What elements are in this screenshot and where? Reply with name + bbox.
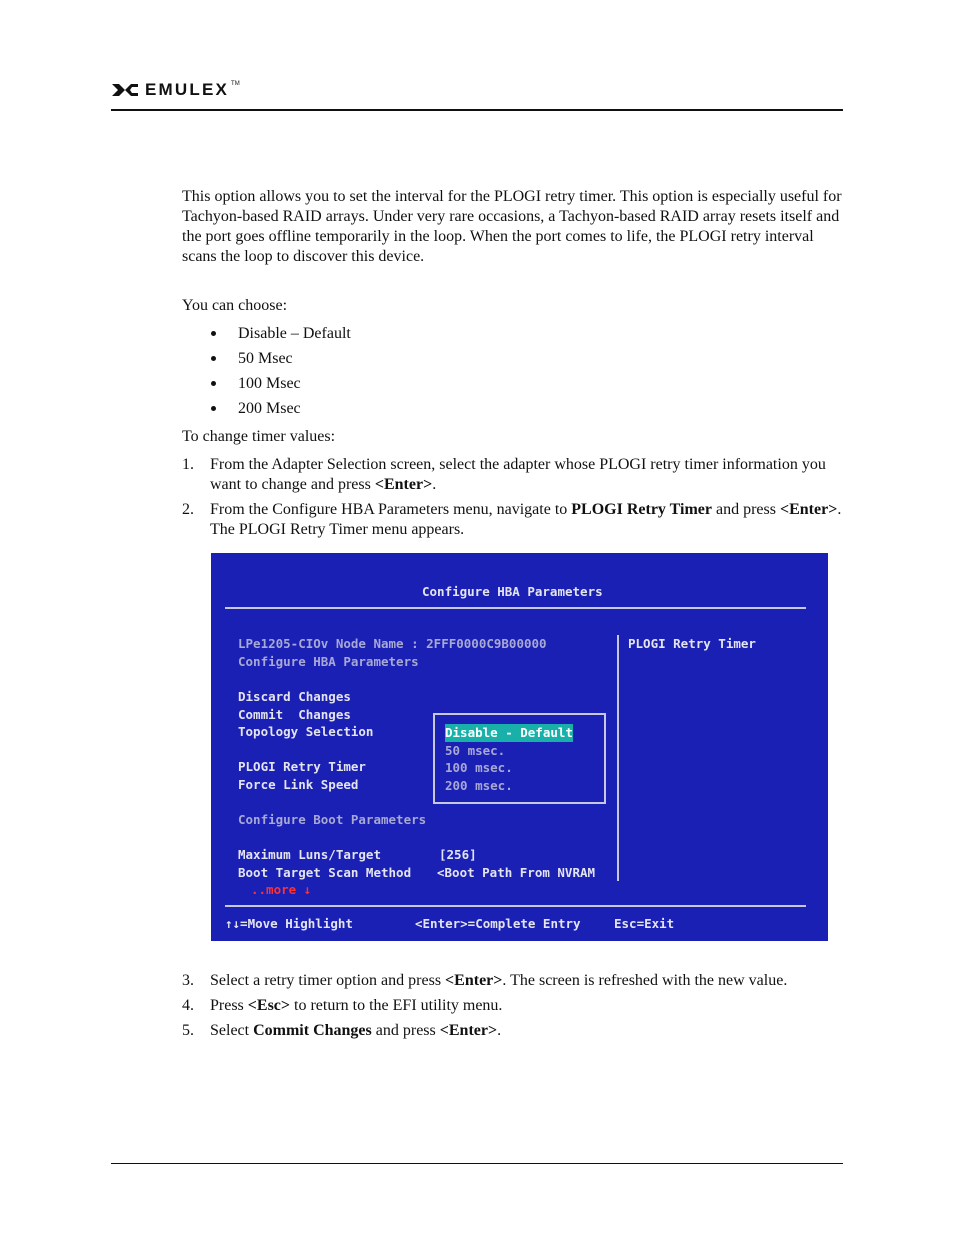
step-bold: <Esc> [247,997,291,1014]
step-bold: Commit Changes [253,1022,372,1039]
step-text-mid: and press [711,501,780,518]
step-number: 5. [182,1022,194,1039]
help-divider [617,635,619,881]
status-move-highlight: ↑↓=Move Highlight [225,916,353,931]
step-text: From the Adapter Selection screen, select the adapter whose PLOGI retry timer information you want to change and press [210,456,826,493]
option-50-msec[interactable]: 50 msec. [445,743,506,758]
bullet-icon [211,406,216,411]
choose-text: You can choose: [182,297,288,314]
list-item-text: 100 Msec [238,375,301,392]
menu-topology-selection[interactable]: Topology Selection [238,724,374,739]
menu-commit-changes[interactable]: Commit Changes [238,707,351,722]
footer-rule [111,1163,843,1164]
bullet-icon [211,381,216,386]
status-rule [225,905,806,907]
step-text: Press [210,997,248,1014]
step-number: 1. [182,456,194,473]
step-bold: PLOGI Retry Timer [571,501,712,518]
steps-list-a [182,455,842,545]
title-rule [225,607,806,609]
bios-title: Configure HBA Parameters [422,584,603,599]
option-disable-default[interactable]: Disable - Default [445,725,573,740]
step-bold: <Enter> [374,476,433,493]
menu-configure-boot-parameters[interactable]: Configure Boot Parameters [238,812,427,827]
step-text-end: . [432,476,437,493]
page-header [111,78,843,111]
menu-discard-changes[interactable]: Discard Changes [238,689,351,704]
option-200-msec[interactable]: 200 msec. [445,778,513,793]
status-esc-exit: Esc=Exit [614,916,675,931]
list-item [182,349,351,374]
bullet-icon [211,331,216,336]
node-name-line: LPe1205-CIOv Node Name : 2FFF0000C9B00000 [238,636,547,651]
boot-scan-value[interactable]: <Boot Path From NVRAM [437,865,596,880]
bios-screenshot [211,553,828,941]
trademark-mark: TM [231,81,240,87]
step-text-end: to return to the EFI utility menu. [290,997,503,1014]
list-item [182,324,351,349]
step-text-mid: and press [371,1022,440,1039]
step-bold-2: <Enter> [779,501,838,518]
more-indicator: ..more ↓ [251,882,312,897]
step-bold: <Enter> [445,972,503,989]
step-text-end: . [497,1022,502,1039]
steps-list-b [182,971,842,1046]
timer-options-popup [433,713,606,804]
max-luns-label[interactable]: Maximum Luns/Target [238,847,381,862]
step-item [182,971,842,991]
step-text: Select [210,1022,254,1039]
max-luns-value[interactable]: [256] [439,847,477,862]
menu-force-link-speed[interactable]: Force Link Speed [238,777,359,792]
status-complete-entry: <Enter>=Complete Entry [415,916,581,931]
list-item-text: Disable – Default [238,325,351,342]
change-label [182,427,842,447]
option-100-msec[interactable]: 100 msec. [445,760,513,775]
list-item-text: 200 Msec [238,400,301,417]
help-title: PLOGI Retry Timer [628,636,756,651]
step-item [182,1021,842,1041]
boot-scan-label[interactable]: Boot Target Scan Method [238,865,412,880]
choices-list [182,324,351,424]
choose-label [182,296,842,316]
intro-text: This option allows you to set the interval for the PLOGI retry timer. This option is especially useful for Tachyon-based RAID arrays. Under very rare occasions, a Tachyon-based RAID array resets itself and the port goes offline temporarily in the loop. When the port comes to life, the PLOGI retry interval scans the loop to discover this device. [182,188,842,265]
step-text: From the Configure HBA Parameters menu, navigate to [210,501,572,518]
step-item [182,455,842,495]
step-bold-2: <Enter> [439,1022,498,1039]
emulex-logo [111,80,244,100]
step-number: 3. [182,972,194,989]
list-item [182,399,351,424]
menu-plogi-retry-timer[interactable]: PLOGI Retry Timer [238,759,366,774]
step-text-end: . The PLOGI Retry Timer menu appears. [210,501,842,538]
list-item-text: 50 Msec [238,350,293,367]
change-text: To change timer values: [182,428,336,445]
step-item [182,500,842,540]
step-text-end: . The screen is refreshed with the new value. [502,972,788,989]
bullet-icon [211,356,216,361]
emulex-mark-icon [111,82,139,98]
bios-subtitle: Configure HBA Parameters [238,654,419,669]
step-number: 2. [182,501,194,518]
step-text: Select a retry timer option and press [210,972,446,989]
list-item [182,374,351,399]
intro-paragraph [182,187,842,267]
step-number: 4. [182,997,194,1014]
step-item [182,996,842,1016]
brand-name: EMULEX [145,80,230,99]
